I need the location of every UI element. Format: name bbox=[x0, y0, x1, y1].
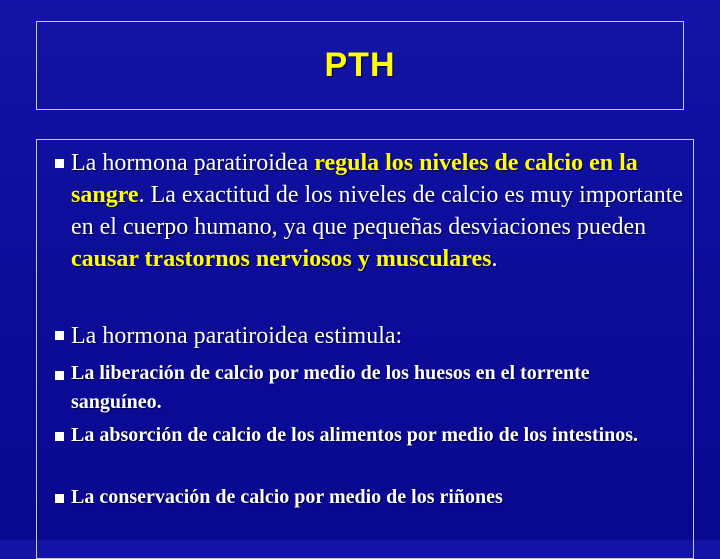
square-bullet-icon bbox=[55, 159, 64, 168]
bullet-2-text: La hormona paratiroidea estimula: bbox=[71, 323, 403, 349]
content-frame bbox=[36, 139, 694, 559]
bullet-4-text: La absorción de calcio de los alimentos por medio de los intestinos. bbox=[71, 424, 639, 446]
bullet-1-part-3: . La exactitud de los niveles de calcio es muy importante en el cuerpo humano, ya que pequeñas desviaciones pueden bbox=[71, 182, 684, 240]
square-bullet-icon bbox=[55, 331, 64, 340]
square-bullet-icon bbox=[55, 432, 64, 441]
title-frame bbox=[36, 21, 684, 110]
bullet-1-highlight-1: regula los niveles de calcio en la sangre bbox=[71, 150, 638, 208]
square-bullet-icon bbox=[55, 371, 64, 380]
bullet-1-highlight-2: causar trastornos nerviosos y musculares bbox=[71, 246, 492, 272]
bullet-1-part-1: La hormona paratiroidea bbox=[71, 150, 315, 176]
bullet-5-text: La conservación de calcio por medio de los riñones bbox=[71, 486, 503, 508]
bullet-1-part-5: . bbox=[491, 246, 498, 272]
slide-title: PTH bbox=[324, 46, 396, 84]
square-bullet-icon bbox=[55, 494, 64, 503]
bullet-1-text bbox=[71, 147, 686, 275]
bullet-3-text: La liberación de calcio por medio de los huesos en el torrente sanguíneo. bbox=[71, 362, 590, 413]
